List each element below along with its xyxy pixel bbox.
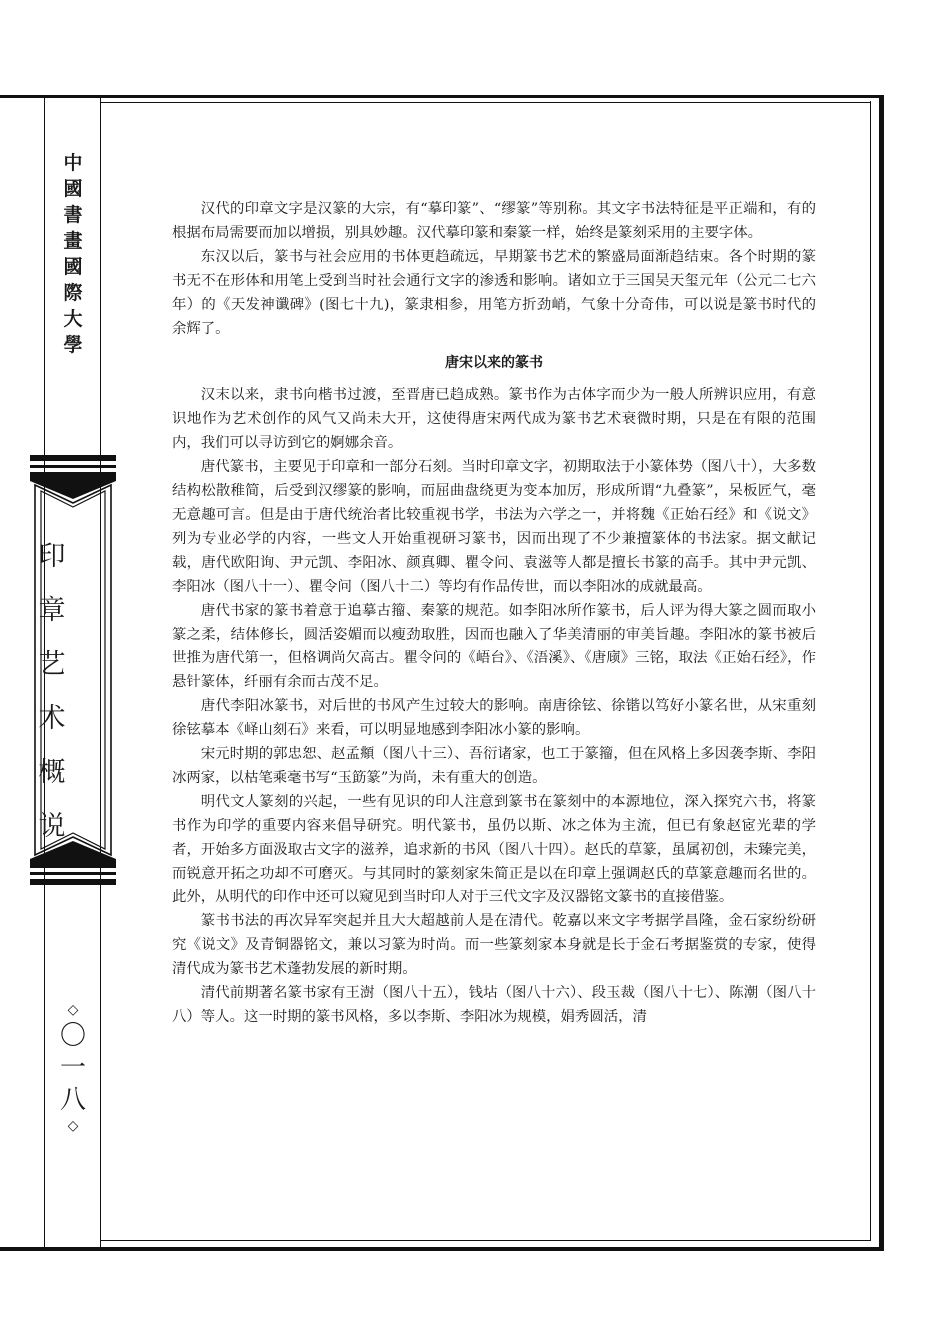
diamond-ornament-bottom: ◇ [67, 1118, 79, 1134]
spine-series-name: 中 國 書 畫 國 際 大 學 [63, 152, 83, 356]
section-heading: 唐宋以来的篆书 [445, 355, 543, 372]
paragraph: 汉代的印章文字是汉篆的大宗，有“摹印篆”、“缪篆”等别称。其文字书法特征是平正端和，有的根据布局需要而加以增损，别具妙趣。汉代摹印篆和秦篆一样，始终是篆刻采用的主要字体。 [172, 201, 816, 241]
paragraph: 汉末以来，隶书向楷书过渡，至晋唐已趋成熟。篆书作为古体字而少为一般人所辨识应用，有意识地作为艺术创作的风气又尚未大开，这使得唐宋两代成为篆书艺术衰微时期，只是在有限的范围内，我们可以寻访到它的婀娜余音。 [172, 387, 816, 452]
paragraph: 篆书书法的再次异军突起并且大大超越前人是在清代。乾嘉以来文字考据学昌隆，金石家纷纷研究《说文》及青铜器铭文，兼以习篆为时尚。而一些篆刻家本身就是长于金石考据鉴赏的专家，使得清代成为篆书艺术蓬勃发展的新时期。 [172, 913, 816, 978]
paragraph: 清代前期著名篆书家有王澍（图八十五），钱坫（图八十六）、段玉裁（图八十七）、陈潮（图八十八）等人。这一时期的篆书风格，多以李斯、李阳冰为规模，娟秀圆活，清 [172, 985, 816, 1025]
page-number: ◇ 〇 一 八 ◇ [56, 1000, 90, 1136]
paragraph: 唐代篆书，主要见于印章和一部分石刻。当时印章文字，初期取法于小篆体势（图八十），大多数结构松散稚简，后受到汉缪篆的影响，而屈曲盘绕更为变本加厉，形成所谓“九叠篆”，呆板匠气，毫无意趣可言。但是由于唐代统治者比较重视书学，书法为六学之一，并将魏《正始石经》和《说文》列为专业必学的内容，一些文人开始重视研习篆书，因而出现了不少兼擅篆体的书法家。据文献记载，唐代欧阳询、尹元凯、李阳冰、颜真卿、瞿令问、袁滋等人都是擅长书篆的高手。其中尹元凯、李阳冰（图八十一）、瞿令问（图八十二）等均有作品传世，而以李阳冰的成就最高。 [172, 459, 816, 595]
paragraph: 唐代李阳冰篆书，对后世的书风产生过较大的影响。南唐徐铉、徐锴以笃好小篆名世，从宋重刻徐铉摹本《峄山刻石》来看，可以明显地感到李阳冰小篆的影响。 [172, 698, 816, 739]
frame-right-rule [879, 95, 884, 1251]
frame-inner-right-rule [870, 101, 871, 1241]
diamond-ornament-top: ◇ [67, 1002, 79, 1018]
paragraph: 明代文人篆刻的兴起，一些有见识的印人注意到篆书在篆刻中的本源地位，深入探究六书，将篆书作为印学的重要内容来倡导研究。明代篆书，虽仍以斯、冰之体为主流，但已有象赵宧光辈的学者，开始多方面汲取古文字的滋养，追求新的书风（图八十四）。赵氏的草篆，虽属初创，未臻完美，而锐意开拓之功却不可磨灭。与其同时的篆刻家朱简正是以在印章上强调赵氏的草篆意趣而名世的。此外，从明代的印作中还可以窥见到当时印人对于三代文字及汉器铭文篆书的直接借鉴。 [172, 793, 816, 906]
body-text [172, 198, 816, 1030]
paragraph: 宋元时期的郭忠恕、赵孟頫（图八十三）、吾衍诸家，也工于篆籀，但在风格上多因袭李斯、李阳冰两家，以枯笔乘毫书写“玉筯篆”为尚，未有重大的创造。 [172, 746, 816, 786]
paragraph: 东汉以后，篆书与社会应用的书体更趋疏远，早期篆书艺术的繁盛局面渐趋结束。各个时期的篆书无不在形体和用笔上受到当时社会通行文字的渗透和影响。诸如立于三国吴天玺元年（公元二七六年）的《天发神谶碑》(图七十九)，篆隶相参，用笔方折劲峭，气象十分奇伟，可以说是篆书时代的余辉了。 [172, 248, 816, 337]
paragraph: 唐代书家的篆书着意于追摹古籀、秦篆的规范。如李阳冰所作篆书，后人评为得大篆之圆而取小篆之柔，结体修长，圆活姿媚而以瘦劲取胜，因而也融入了华美清丽的审美旨趣。李阳冰的篆书被后世推为唐代第一，但格调尚欠高古。瞿令问的《峿台》、《浯溪》、《唐庼》三铭，取法《正始石经》，作悬针篆体，纤丽有余而古茂不足。 [172, 602, 816, 691]
frame-top-rule [0, 95, 884, 98]
frame-inner-bottom-rule [100, 1240, 871, 1241]
frame-inner-top-rule [100, 102, 871, 103]
spine-book-title: 印 章 艺 术 概 说 [38, 541, 66, 842]
frame-bottom-rule [0, 1247, 884, 1251]
